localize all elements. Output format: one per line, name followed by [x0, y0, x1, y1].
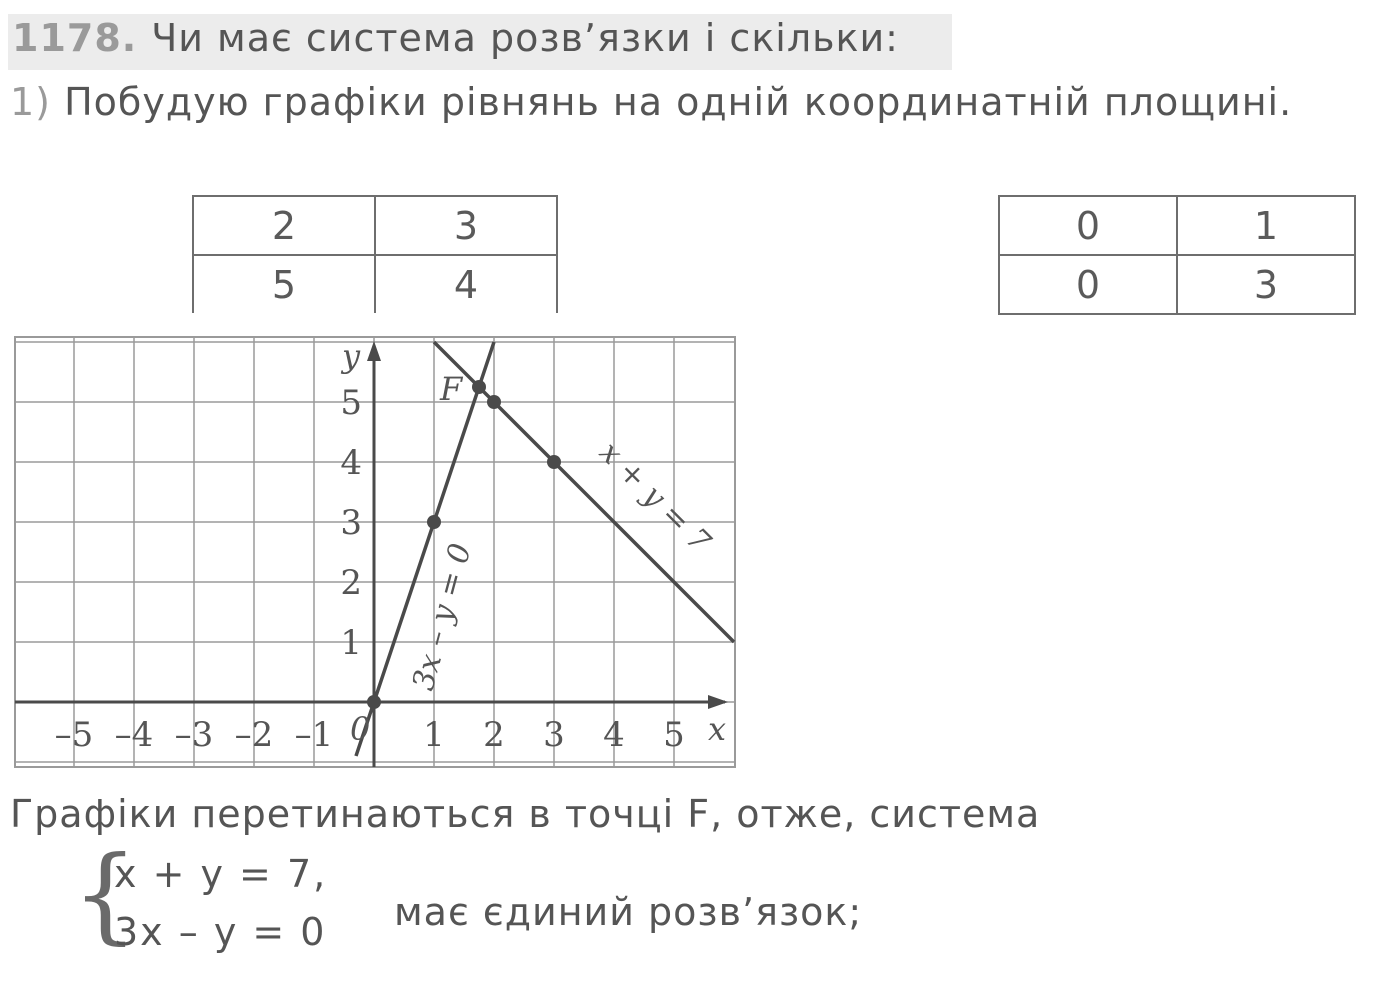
task-header: [12, 16, 899, 60]
x-tick-label: 4: [603, 715, 625, 755]
x-tick-label: 2: [483, 715, 505, 755]
system-equation-2: 3x – y = 0: [114, 910, 327, 954]
coordinate-graph: [0, 320, 750, 780]
origin-label: 0: [350, 710, 371, 748]
conclusion-text: Графіки перетинаються в точці F, отже, система: [10, 792, 1041, 836]
point-f-label: F: [440, 370, 463, 408]
line2-label: 3x – y = 0: [405, 539, 479, 695]
graph-lines: [356, 342, 734, 756]
y-axis-label: y: [342, 337, 361, 375]
table-cell: 2: [193, 196, 375, 255]
table-row: [999, 196, 1355, 255]
values-table-line2: [998, 195, 1356, 315]
step-number: 1): [10, 80, 52, 124]
x-tick-label: –3: [174, 715, 214, 755]
x-tick-label: –4: [114, 715, 154, 755]
y-tick-label: 4: [340, 443, 362, 483]
values-table-line1: [192, 195, 558, 313]
y-tick-label: 1: [340, 623, 362, 663]
table-cell: 1: [1177, 196, 1355, 255]
table-cell: 5: [193, 255, 375, 313]
system-equation-1: x + y = 7,: [114, 852, 328, 896]
x-tick-label: –1: [294, 715, 334, 755]
graph-labels: [340, 337, 726, 748]
task-number: 1178.: [12, 16, 138, 60]
x-tick-label: –2: [234, 715, 274, 755]
task-question: Чи має система розв’язки і скільки:: [151, 16, 899, 60]
table-cell: 0: [999, 196, 1177, 255]
table-row: [193, 196, 557, 255]
table-cell: 3: [1177, 255, 1355, 314]
graph-point: [427, 515, 441, 529]
x-axis-arrow: [708, 695, 728, 709]
x-tick-label: 3: [543, 715, 565, 755]
y-axis-arrow: [367, 341, 381, 361]
step-line: [10, 80, 1292, 124]
system-brace: {: [72, 833, 139, 955]
table-row: [193, 255, 557, 313]
line1-label: x + y = 7: [592, 434, 718, 560]
x-tick-label: 1: [423, 715, 445, 755]
y-tick-label: 3: [340, 503, 362, 543]
table-cell: 4: [375, 255, 557, 313]
graph-point: [472, 380, 486, 394]
graph-point: [547, 455, 561, 469]
graph-point: [487, 395, 501, 409]
table-row: [999, 255, 1355, 314]
table-cell: 0: [999, 255, 1177, 314]
step-text: Побудую графіки рівнянь на одній координатній площині.: [64, 80, 1293, 124]
x-tick-label: 5: [663, 715, 685, 755]
x-axis-label: x: [708, 710, 727, 748]
graph-point: [367, 695, 381, 709]
table-cell: 3: [375, 196, 557, 255]
y-tick-label: 5: [340, 383, 362, 423]
x-tick-label: –5: [54, 715, 94, 755]
conclusion-result: має єдиний розв’язок;: [394, 890, 863, 934]
y-tick-label: 2: [340, 563, 362, 603]
